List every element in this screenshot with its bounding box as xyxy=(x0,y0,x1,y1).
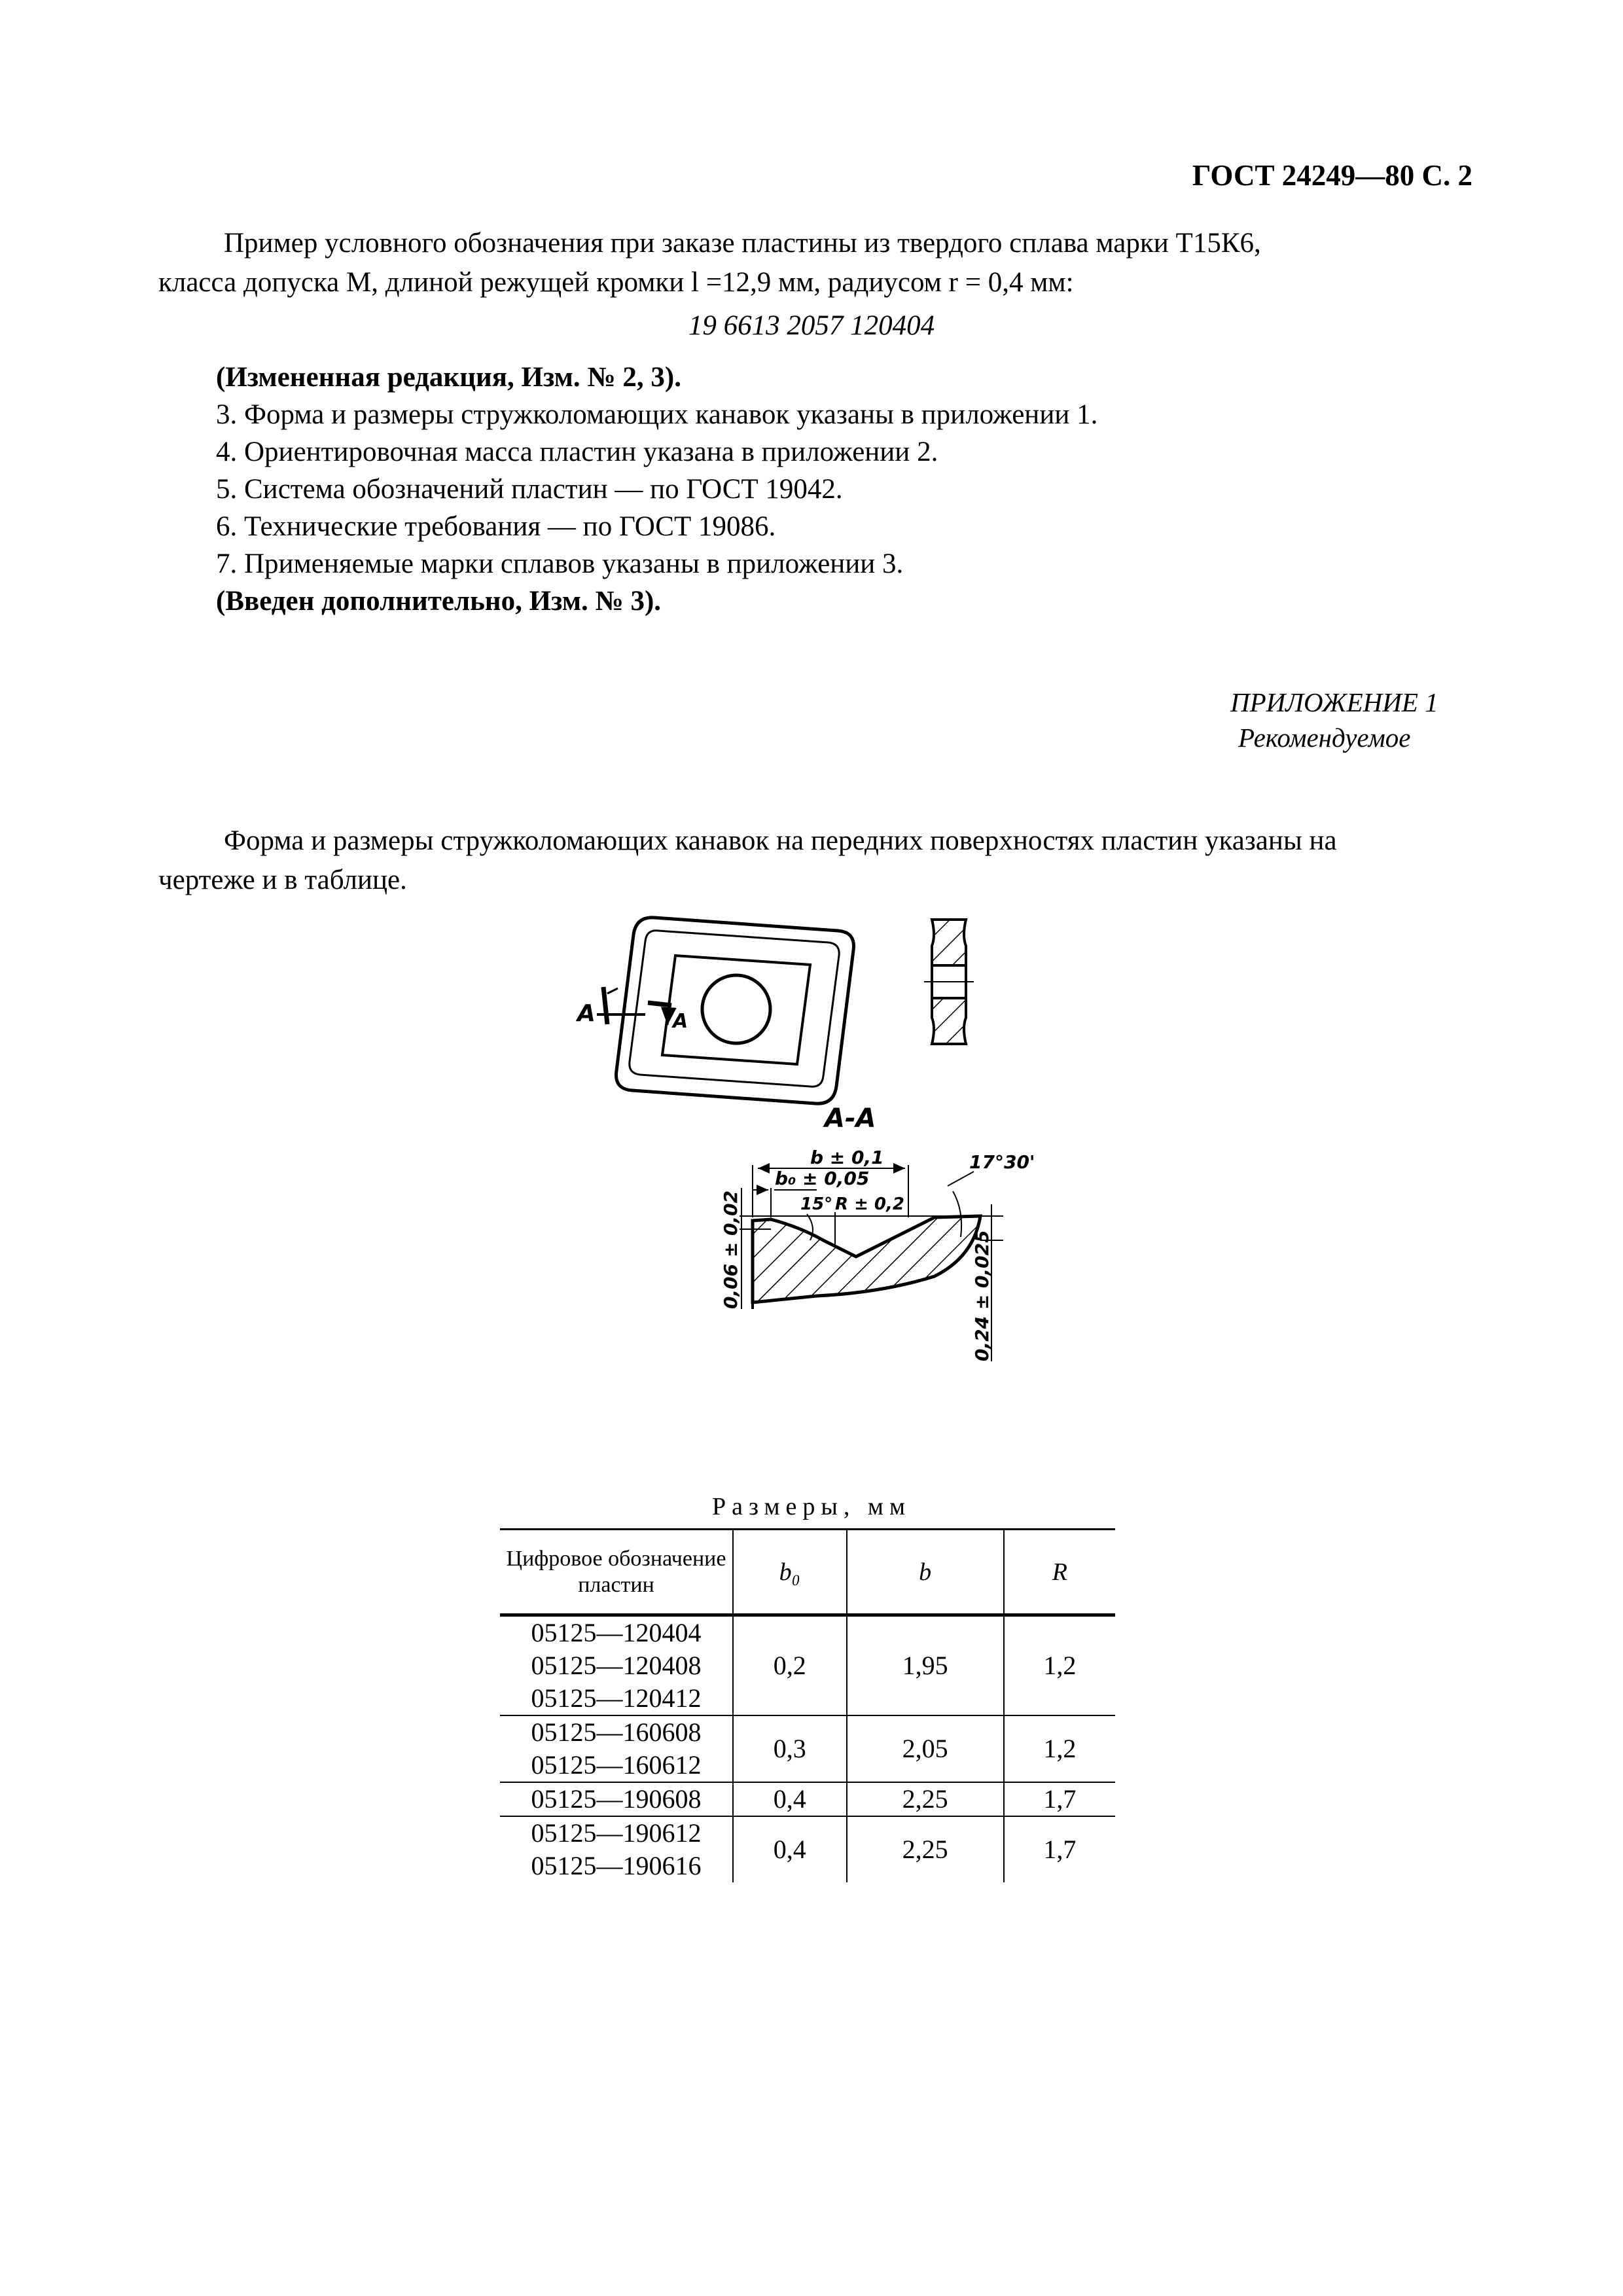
section-label-aa: A-A xyxy=(825,1103,876,1134)
code-cell: 05125—120408 xyxy=(531,1651,702,1680)
b0-cell: 0,2 xyxy=(733,1615,847,1716)
header-r: R xyxy=(1004,1530,1115,1615)
depth-right-label: 0,24 ± 0,025 xyxy=(971,1230,993,1361)
notes-list xyxy=(216,359,1097,620)
header-b0: b₀ xyxy=(733,1530,847,1615)
code-cell: 05125—190612 xyxy=(531,1818,702,1848)
depth-left-label: 0,06 ± 0,02 xyxy=(720,1190,741,1309)
table-caption: Размеры, мм xyxy=(711,1493,911,1520)
dimensions-table xyxy=(500,1528,1115,1882)
row-codes xyxy=(500,1816,733,1882)
b0-cell: 0,3 xyxy=(733,1715,847,1782)
code-cell: 05125—120412 xyxy=(531,1683,702,1713)
r-cell: 1,7 xyxy=(1004,1782,1115,1816)
code-cell: 05125—190616 xyxy=(531,1851,702,1880)
note-added: (Введен дополнительно, Изм. № 3). xyxy=(216,586,662,617)
note-item-7: 7. Применяемые марки сплавов указаны в приложении 3. xyxy=(216,548,904,579)
row-codes xyxy=(500,1715,733,1782)
table-header-row xyxy=(500,1530,1115,1615)
example-paragraph xyxy=(158,224,1467,302)
insert-plan-view xyxy=(597,918,854,1103)
r-cell: 1,2 xyxy=(1004,1715,1115,1782)
angle-15-label: 15° xyxy=(800,1194,833,1214)
r-cell: 1,2 xyxy=(1004,1615,1115,1716)
note-item-6: 6. Технические требования — по ГОСТ 19086. xyxy=(216,511,776,542)
appendix-title: ПРИЛОЖЕНИЕ 1 xyxy=(1230,687,1438,717)
standard-header: ГОСТ 24249—80 С. 2 xyxy=(1192,159,1472,192)
table-row xyxy=(500,1816,1115,1882)
insert-drawing xyxy=(497,890,1152,1414)
note-item-4: 4. Ориентировочная масса пластин указана в приложении 2. xyxy=(216,437,938,467)
example-line-2: класса допуска М, длиной режущей кромки l =12,9 мм, радиусом r = 0,4 мм: xyxy=(158,267,1074,298)
intro-line-2: чертеже и в таблице. xyxy=(158,865,407,895)
dim-b-label: b ± 0,1 xyxy=(810,1147,884,1168)
code-cell: 05125—160608 xyxy=(531,1717,702,1747)
header-b: b xyxy=(847,1530,1004,1615)
b-cell: 2,05 xyxy=(847,1715,1004,1782)
radius-label: R ± 0,2 xyxy=(835,1194,904,1214)
example-designation: 19 6613 2057 120404 xyxy=(688,310,935,341)
note-item-3: 3. Форма и размеры стружколомающих канавок указаны в приложении 1. xyxy=(216,399,1098,430)
table-row xyxy=(500,1782,1115,1816)
appendix-subtitle: Рекомендуемое xyxy=(1238,723,1411,753)
profile-group xyxy=(720,1147,1035,1361)
insert-section-view xyxy=(924,920,974,1044)
row-codes xyxy=(500,1782,733,1816)
code-cell: 05125—160612 xyxy=(531,1750,702,1780)
b-cell: 2,25 xyxy=(847,1782,1004,1816)
dim-b0-label: b₀ ± 0,05 xyxy=(775,1168,870,1189)
section-label-a: A xyxy=(577,1000,596,1027)
example-line-1: Пример условного обозначения при заказе пластины из твердого сплава марки Т15К6, xyxy=(224,228,1261,259)
header-designation: Цифровое обозначение пластин xyxy=(500,1530,733,1615)
appendix-heading xyxy=(1230,685,1438,755)
angle-17-label: 17°30' xyxy=(969,1151,1035,1173)
b0-cell: 0,4 xyxy=(733,1782,847,1816)
r-cell: 1,7 xyxy=(1004,1816,1115,1882)
b-cell: 1,95 xyxy=(847,1615,1004,1716)
code-cell: 05125—190608 xyxy=(531,1784,702,1814)
section-label-a-inner: A xyxy=(673,1010,688,1033)
b0-cell: 0,4 xyxy=(733,1816,847,1882)
table-row xyxy=(500,1715,1115,1782)
intro-line-1: Форма и размеры стружколомающих канавок на передних поверхностях пластин указаны на xyxy=(224,825,1337,856)
b-cell: 2,25 xyxy=(847,1816,1004,1882)
note-item-5: 5. Система обозначений пластин — по ГОСТ 19042. xyxy=(216,474,843,505)
code-cell: 05125—120404 xyxy=(531,1618,702,1647)
note-amendment: (Измененная редакция, Изм. № 2, 3). xyxy=(216,362,681,393)
table-row xyxy=(500,1615,1115,1716)
row-codes xyxy=(500,1615,733,1716)
intro-paragraph xyxy=(158,821,1467,900)
